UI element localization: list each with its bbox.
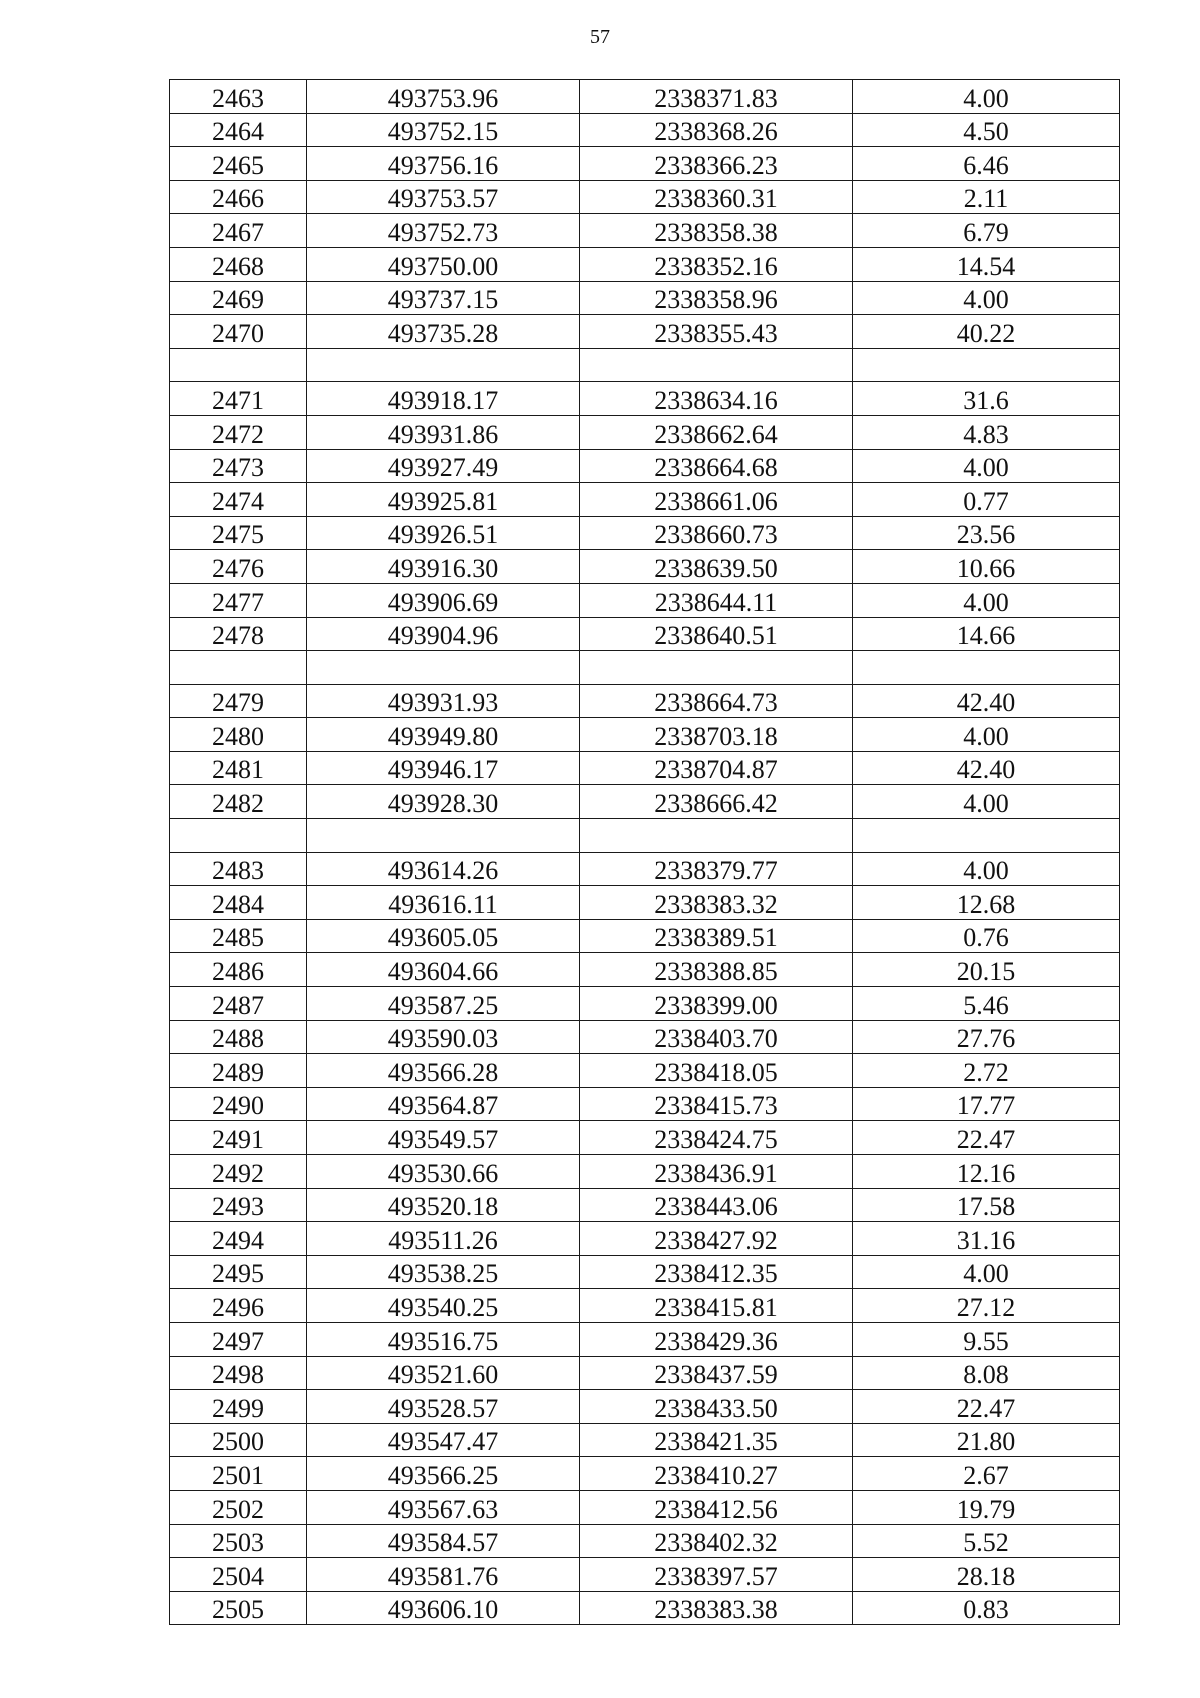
y-coordinate-cell: 2338415.73	[580, 1087, 853, 1121]
y-coordinate-cell: 2338412.35	[580, 1255, 853, 1289]
table-row	[170, 1121, 1120, 1155]
point-number-cell: 2480	[170, 718, 307, 752]
point-number-cell: 2488	[170, 1020, 307, 1054]
y-coordinate-cell: 2338368.26	[580, 113, 853, 147]
table-row	[170, 483, 1120, 517]
distance-cell: 0.77	[853, 483, 1120, 517]
x-coordinate-cell: 493931.93	[307, 684, 580, 718]
table-row	[170, 247, 1120, 281]
x-coordinate-cell: 493606.10	[307, 1591, 580, 1625]
point-number-cell: 2489	[170, 1054, 307, 1088]
table-row	[170, 1457, 1120, 1491]
y-coordinate-cell: 2338664.68	[580, 449, 853, 483]
x-coordinate-cell	[307, 651, 580, 685]
coordinate-table-body	[170, 80, 1120, 1625]
x-coordinate-cell: 493750.00	[307, 247, 580, 281]
page-number: 57	[590, 26, 610, 48]
x-coordinate-cell	[307, 819, 580, 853]
table-row	[170, 315, 1120, 349]
table-row	[170, 987, 1120, 1021]
x-coordinate-cell: 493538.25	[307, 1255, 580, 1289]
x-coordinate-cell: 493753.96	[307, 80, 580, 114]
distance-cell: 4.00	[853, 1255, 1120, 1289]
point-number-cell: 2472	[170, 415, 307, 449]
distance-cell	[853, 819, 1120, 853]
y-coordinate-cell: 2338662.64	[580, 415, 853, 449]
y-coordinate-cell: 2338660.73	[580, 516, 853, 550]
distance-cell: 40.22	[853, 315, 1120, 349]
y-coordinate-cell: 2338429.36	[580, 1322, 853, 1356]
distance-cell: 17.58	[853, 1188, 1120, 1222]
y-coordinate-cell: 2338640.51	[580, 617, 853, 651]
point-number-cell: 2491	[170, 1121, 307, 1155]
distance-cell: 4.00	[853, 449, 1120, 483]
y-coordinate-cell: 2338360.31	[580, 180, 853, 214]
point-number-cell: 2482	[170, 785, 307, 819]
distance-cell: 4.00	[853, 80, 1120, 114]
x-coordinate-cell: 493927.49	[307, 449, 580, 483]
x-coordinate-cell: 493520.18	[307, 1188, 580, 1222]
y-coordinate-cell: 2338634.16	[580, 382, 853, 416]
table-row	[170, 684, 1120, 718]
y-coordinate-cell: 2338410.27	[580, 1457, 853, 1491]
point-number-cell: 2463	[170, 80, 307, 114]
x-coordinate-cell: 493949.80	[307, 718, 580, 752]
table-row	[170, 348, 1120, 382]
distance-cell: 27.12	[853, 1289, 1120, 1323]
table-row	[170, 751, 1120, 785]
x-coordinate-cell: 493566.28	[307, 1054, 580, 1088]
point-number-cell: 2476	[170, 550, 307, 584]
y-coordinate-cell: 2338371.83	[580, 80, 853, 114]
coordinate-table	[169, 79, 1120, 1625]
y-coordinate-cell: 2338418.05	[580, 1054, 853, 1088]
distance-cell: 20.15	[853, 953, 1120, 987]
distance-cell: 10.66	[853, 550, 1120, 584]
x-coordinate-cell: 493584.57	[307, 1524, 580, 1558]
point-number-cell: 2484	[170, 886, 307, 920]
distance-cell: 4.00	[853, 852, 1120, 886]
x-coordinate-cell: 493605.05	[307, 919, 580, 953]
point-number-cell: 2485	[170, 919, 307, 953]
distance-cell: 2.11	[853, 180, 1120, 214]
distance-cell: 0.76	[853, 919, 1120, 953]
table-row	[170, 415, 1120, 449]
distance-cell: 2.72	[853, 1054, 1120, 1088]
distance-cell: 4.83	[853, 415, 1120, 449]
table-row	[170, 281, 1120, 315]
distance-cell	[853, 651, 1120, 685]
distance-cell: 22.47	[853, 1121, 1120, 1155]
y-coordinate-cell: 2338639.50	[580, 550, 853, 584]
table-row	[170, 1356, 1120, 1390]
x-coordinate-cell: 493756.16	[307, 147, 580, 181]
y-coordinate-cell: 2338443.06	[580, 1188, 853, 1222]
x-coordinate-cell: 493564.87	[307, 1087, 580, 1121]
x-coordinate-cell: 493752.15	[307, 113, 580, 147]
table-row	[170, 1155, 1120, 1189]
y-coordinate-cell: 2338388.85	[580, 953, 853, 987]
table-row	[170, 953, 1120, 987]
x-coordinate-cell: 493925.81	[307, 483, 580, 517]
table-row	[170, 147, 1120, 181]
point-number-cell: 2504	[170, 1558, 307, 1592]
y-coordinate-cell: 2338389.51	[580, 919, 853, 953]
distance-cell: 22.47	[853, 1390, 1120, 1424]
y-coordinate-cell: 2338704.87	[580, 751, 853, 785]
distance-cell: 8.08	[853, 1356, 1120, 1390]
table-row	[170, 113, 1120, 147]
x-coordinate-cell	[307, 348, 580, 382]
point-number-cell: 2465	[170, 147, 307, 181]
x-coordinate-cell: 493752.73	[307, 214, 580, 248]
point-number-cell: 2500	[170, 1423, 307, 1457]
point-number-cell: 2479	[170, 684, 307, 718]
x-coordinate-cell: 493566.25	[307, 1457, 580, 1491]
table-row	[170, 180, 1120, 214]
table-row	[170, 886, 1120, 920]
distance-cell: 5.52	[853, 1524, 1120, 1558]
y-coordinate-cell: 2338703.18	[580, 718, 853, 752]
x-coordinate-cell: 493916.30	[307, 550, 580, 584]
x-coordinate-cell: 493614.26	[307, 852, 580, 886]
point-number-cell: 2483	[170, 852, 307, 886]
point-number-cell: 2495	[170, 1255, 307, 1289]
distance-cell: 4.00	[853, 785, 1120, 819]
point-number-cell	[170, 651, 307, 685]
x-coordinate-cell: 493753.57	[307, 180, 580, 214]
table-row	[170, 1087, 1120, 1121]
point-number-cell: 2464	[170, 113, 307, 147]
point-number-cell: 2466	[170, 180, 307, 214]
table-row	[170, 550, 1120, 584]
x-coordinate-cell: 493604.66	[307, 953, 580, 987]
x-coordinate-cell: 493567.63	[307, 1490, 580, 1524]
distance-cell: 31.6	[853, 382, 1120, 416]
y-coordinate-cell	[580, 651, 853, 685]
x-coordinate-cell: 493528.57	[307, 1390, 580, 1424]
distance-cell: 31.16	[853, 1222, 1120, 1256]
point-number-cell: 2481	[170, 751, 307, 785]
table-row	[170, 1322, 1120, 1356]
table-row	[170, 1423, 1120, 1457]
table-row	[170, 583, 1120, 617]
table-row	[170, 1054, 1120, 1088]
table-row	[170, 516, 1120, 550]
distance-cell: 4.00	[853, 718, 1120, 752]
distance-cell: 42.40	[853, 684, 1120, 718]
y-coordinate-cell: 2338403.70	[580, 1020, 853, 1054]
distance-cell: 27.76	[853, 1020, 1120, 1054]
y-coordinate-cell: 2338397.57	[580, 1558, 853, 1592]
point-number-cell: 2492	[170, 1155, 307, 1189]
distance-cell: 4.00	[853, 281, 1120, 315]
table-row	[170, 382, 1120, 416]
x-coordinate-cell: 493918.17	[307, 382, 580, 416]
y-coordinate-cell: 2338424.75	[580, 1121, 853, 1155]
point-number-cell: 2496	[170, 1289, 307, 1323]
distance-cell: 19.79	[853, 1490, 1120, 1524]
distance-cell: 12.16	[853, 1155, 1120, 1189]
distance-cell: 14.66	[853, 617, 1120, 651]
table-row	[170, 852, 1120, 886]
y-coordinate-cell: 2338412.56	[580, 1490, 853, 1524]
y-coordinate-cell: 2338415.81	[580, 1289, 853, 1323]
y-coordinate-cell: 2338427.92	[580, 1222, 853, 1256]
x-coordinate-cell: 493928.30	[307, 785, 580, 819]
table-row	[170, 1020, 1120, 1054]
table-row	[170, 449, 1120, 483]
table-row	[170, 1255, 1120, 1289]
point-number-cell: 2502	[170, 1490, 307, 1524]
distance-cell: 42.40	[853, 751, 1120, 785]
distance-cell: 17.77	[853, 1087, 1120, 1121]
table-row	[170, 651, 1120, 685]
distance-cell: 23.56	[853, 516, 1120, 550]
distance-cell: 9.55	[853, 1322, 1120, 1356]
table-row	[170, 785, 1120, 819]
y-coordinate-cell: 2338366.23	[580, 147, 853, 181]
y-coordinate-cell: 2338358.38	[580, 214, 853, 248]
table-row	[170, 1289, 1120, 1323]
point-number-cell	[170, 348, 307, 382]
x-coordinate-cell: 493616.11	[307, 886, 580, 920]
point-number-cell: 2469	[170, 281, 307, 315]
x-coordinate-cell: 493931.86	[307, 415, 580, 449]
point-number-cell: 2468	[170, 247, 307, 281]
point-number-cell: 2471	[170, 382, 307, 416]
point-number-cell: 2499	[170, 1390, 307, 1424]
x-coordinate-cell: 493906.69	[307, 583, 580, 617]
distance-cell	[853, 348, 1120, 382]
y-coordinate-cell: 2338358.96	[580, 281, 853, 315]
y-coordinate-cell: 2338666.42	[580, 785, 853, 819]
y-coordinate-cell: 2338437.59	[580, 1356, 853, 1390]
table-row	[170, 1524, 1120, 1558]
distance-cell: 28.18	[853, 1558, 1120, 1592]
point-number-cell: 2503	[170, 1524, 307, 1558]
x-coordinate-cell: 493516.75	[307, 1322, 580, 1356]
point-number-cell: 2497	[170, 1322, 307, 1356]
x-coordinate-cell: 493946.17	[307, 751, 580, 785]
distance-cell: 5.46	[853, 987, 1120, 1021]
x-coordinate-cell: 493511.26	[307, 1222, 580, 1256]
table-row	[170, 718, 1120, 752]
x-coordinate-cell: 493737.15	[307, 281, 580, 315]
y-coordinate-cell: 2338383.32	[580, 886, 853, 920]
point-number-cell: 2474	[170, 483, 307, 517]
point-number-cell	[170, 819, 307, 853]
y-coordinate-cell	[580, 348, 853, 382]
table-row	[170, 80, 1120, 114]
table-row	[170, 1390, 1120, 1424]
distance-cell: 12.68	[853, 886, 1120, 920]
distance-cell: 4.50	[853, 113, 1120, 147]
table-row	[170, 1490, 1120, 1524]
distance-cell: 4.00	[853, 583, 1120, 617]
y-coordinate-cell: 2338352.16	[580, 247, 853, 281]
y-coordinate-cell: 2338664.73	[580, 684, 853, 718]
x-coordinate-cell: 493530.66	[307, 1155, 580, 1189]
point-number-cell: 2487	[170, 987, 307, 1021]
point-number-cell: 2470	[170, 315, 307, 349]
point-number-cell: 2478	[170, 617, 307, 651]
distance-cell: 14.54	[853, 247, 1120, 281]
y-coordinate-cell: 2338436.91	[580, 1155, 853, 1189]
y-coordinate-cell: 2338644.11	[580, 583, 853, 617]
x-coordinate-cell: 493735.28	[307, 315, 580, 349]
point-number-cell: 2494	[170, 1222, 307, 1256]
x-coordinate-cell: 493521.60	[307, 1356, 580, 1390]
point-number-cell: 2486	[170, 953, 307, 987]
x-coordinate-cell: 493540.25	[307, 1289, 580, 1323]
y-coordinate-cell: 2338379.77	[580, 852, 853, 886]
table-row	[170, 617, 1120, 651]
y-coordinate-cell: 2338383.38	[580, 1591, 853, 1625]
table-row	[170, 919, 1120, 953]
point-number-cell: 2473	[170, 449, 307, 483]
point-number-cell: 2475	[170, 516, 307, 550]
y-coordinate-cell: 2338355.43	[580, 315, 853, 349]
x-coordinate-cell: 493549.57	[307, 1121, 580, 1155]
distance-cell: 6.46	[853, 147, 1120, 181]
table-row	[170, 819, 1120, 853]
distance-cell: 0.83	[853, 1591, 1120, 1625]
point-number-cell: 2501	[170, 1457, 307, 1491]
table-row	[170, 1591, 1120, 1625]
x-coordinate-cell: 493904.96	[307, 617, 580, 651]
x-coordinate-cell: 493547.47	[307, 1423, 580, 1457]
point-number-cell: 2467	[170, 214, 307, 248]
point-number-cell: 2505	[170, 1591, 307, 1625]
point-number-cell: 2493	[170, 1188, 307, 1222]
distance-cell: 21.80	[853, 1423, 1120, 1457]
table-row	[170, 214, 1120, 248]
y-coordinate-cell: 2338433.50	[580, 1390, 853, 1424]
distance-cell: 6.79	[853, 214, 1120, 248]
x-coordinate-cell: 493590.03	[307, 1020, 580, 1054]
y-coordinate-cell: 2338399.00	[580, 987, 853, 1021]
table-row	[170, 1222, 1120, 1256]
distance-cell: 2.67	[853, 1457, 1120, 1491]
y-coordinate-cell	[580, 819, 853, 853]
y-coordinate-cell: 2338402.32	[580, 1524, 853, 1558]
table-row	[170, 1188, 1120, 1222]
x-coordinate-cell: 493581.76	[307, 1558, 580, 1592]
point-number-cell: 2498	[170, 1356, 307, 1390]
y-coordinate-cell: 2338421.35	[580, 1423, 853, 1457]
point-number-cell: 2477	[170, 583, 307, 617]
point-number-cell: 2490	[170, 1087, 307, 1121]
x-coordinate-cell: 493587.25	[307, 987, 580, 1021]
table-row	[170, 1558, 1120, 1592]
y-coordinate-cell: 2338661.06	[580, 483, 853, 517]
x-coordinate-cell: 493926.51	[307, 516, 580, 550]
